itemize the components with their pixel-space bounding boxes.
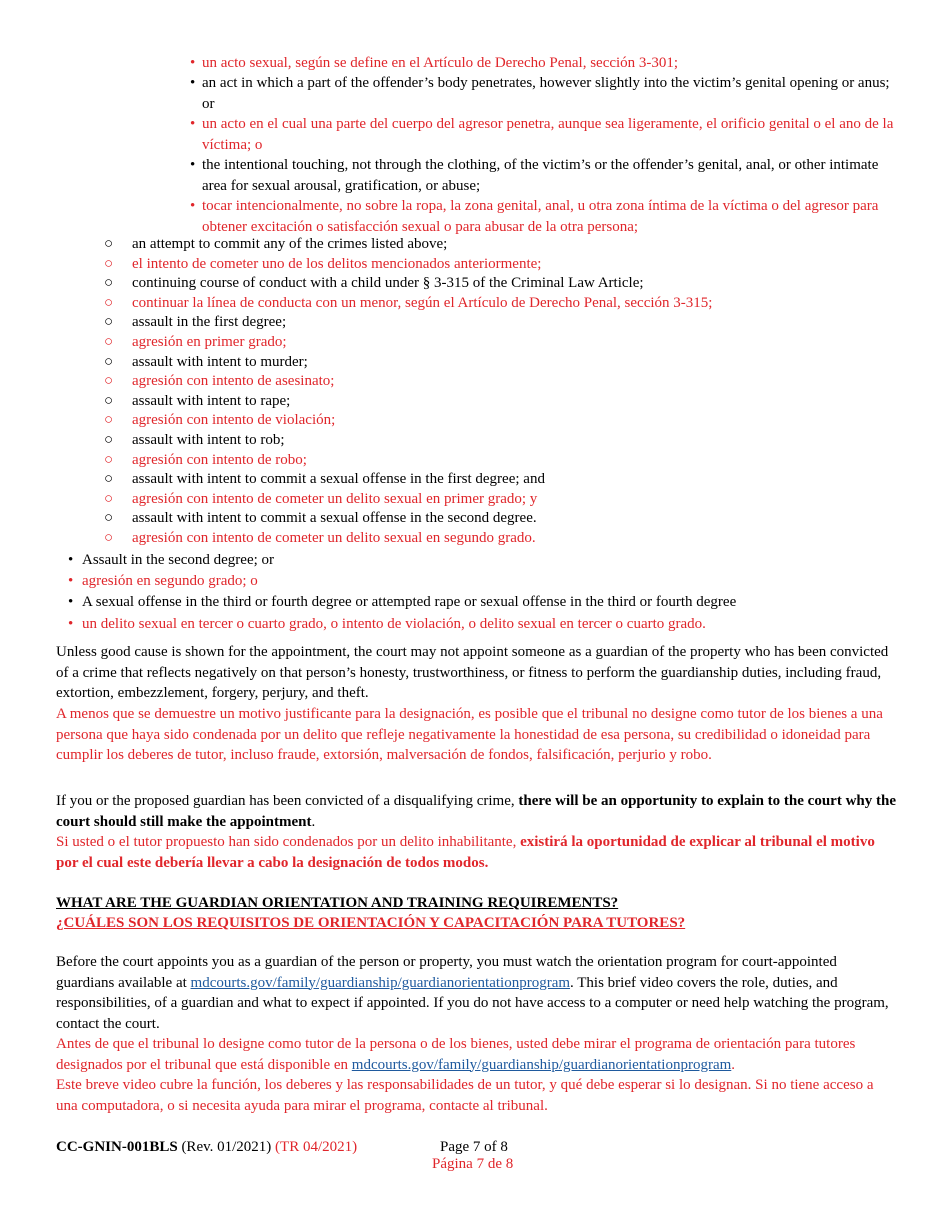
section-heading-en: WHAT ARE THE GUARDIAN ORIENTATION AND TRAINING REQUIREMENTS?	[56, 895, 619, 911]
list-item: agresión con intento de cometer un delito sexual en segundo grado.	[132, 530, 536, 546]
list-item: •	[190, 116, 196, 132]
list-item: •	[190, 75, 196, 91]
paragraph-orientation-en: Before the court appoints you as a guardian of the person or property, you must watch the orientation program for court-appointed guardians available at mdcourts.gov/family/guardianship/guardianorientationprogram. This brief video covers the role, duties, and responsibilities, of a guardian and what to expect if appointed. If you do not have access to a computer or need help watching the program, contact the court.	[56, 954, 889, 1032]
list-item: assault with intent to commit a sexual offense in the first degree; and	[132, 471, 545, 488]
list-item: •	[190, 157, 196, 173]
list-item-bullet: •	[68, 616, 74, 632]
list-item-bullet: ○	[104, 314, 114, 331]
list-item-bullet: •	[68, 552, 74, 568]
paragraph-good-cause-es: A menos que se demuestre un motivo justificante para la designación, es posible que el tribunal no designe como tutor de los bienes a una persona que haya sido condenada por un delito que refleje negativamente la honestidad de esa persona, su credibilidad o idoneidad para cumplir los deberes de tutor, incluso fraude, extorsión, malversación de fondos, falsificación, perjurio y robo.	[56, 706, 883, 763]
list-item: assault with intent to rob;	[132, 432, 285, 448]
list-item-bullet: ○	[104, 490, 114, 507]
list-item-bullet: ○	[104, 275, 114, 292]
list-item-text: tocar intencionalmente, no sobre la ropa, la zona genital, anal, u otra zona íntima de la víctima o del agresor para obtener excitación o satisfacción sexual o para abusar de la otra persona;	[202, 198, 879, 235]
list-item-text: un acto sexual, según se define en el Artículo de Derecho Penal, sección 3-301;	[202, 55, 679, 71]
list-item: Assault in the second degree; or	[82, 552, 275, 568]
list-item: assault in the first degree;	[132, 314, 287, 331]
list-item: •	[190, 55, 196, 71]
orientation-link[interactable]: mdcourts.gov/family/guardianship/guardianorientationprogram	[190, 974, 571, 991]
list-item-bullet: ○	[104, 412, 114, 429]
list-item-text: un acto en el cual una parte del cuerpo del agresor penetra, aunque sea ligeramente, el orificio genital o el ano de la víctima; o	[202, 116, 894, 153]
list-item: A sexual offense in the third or fourth degree or attempted rape or sexual offense in the third or fourth degree	[82, 594, 737, 610]
list-item-bullet: ○	[104, 451, 114, 468]
paragraph-disqualify-es: Si usted o el tutor propuesto han sido condenados por un delito inhabilitante, existirá la oportunidad de explicar al tribunal el motivo por el cual este debería llevar a cabo la designación de todos modos.	[56, 834, 875, 871]
list-item-bullet: •	[68, 573, 74, 589]
list-item-bullet: ○	[104, 255, 114, 272]
list-item-bullet: ○	[104, 432, 114, 448]
list-item-bullet: ○	[104, 392, 114, 409]
list-item: agresión con intento de asesinato;	[132, 373, 335, 390]
paragraph-good-cause-en: Unless good cause is shown for the appointment, the court may not appoint someone as a guardian of the property who has been convicted of a crime that reflects negatively on that person’s honesty, trustworthiness, or fitness to perform the guardianship duties, including fraud, extortion, embezzlement, forgery, perjury, and theft.	[56, 644, 889, 701]
list-item: assault with intent to commit a sexual offense in the second degree.	[132, 510, 537, 527]
list-item: assault with intent to murder;	[132, 353, 308, 370]
list-item-bullet: ○	[104, 294, 114, 311]
list-item-bullet: •	[68, 594, 74, 610]
paragraph-orientation-es: Antes de que el tribunal lo designe como tutor de la persona o de los bienes, usted debe mirar el programa de orientación para tutores designados por el tribunal que está disponible en mdcourts.gov/family/guardianship/guardianorientationprogram. Este breve video cubre la función, los deberes y las responsabilidades de un tutor, y qué debe esperar si lo designan. Si no tiene acceso a una computadora, o si necesita ayuda para mirar el programa, contacte al tribunal.	[56, 1036, 874, 1114]
list-item: el intento de cometer uno de los delitos mencionados anteriormente;	[132, 255, 542, 272]
footer-form-id: CC-GNIN-001BLS (Rev. 01/2021) (TR 04/2021)	[56, 1139, 358, 1155]
list-item-bullet: ○	[104, 334, 114, 350]
list-item: agresión con intento de violación;	[132, 412, 336, 429]
list-item: agresión en primer grado;	[132, 334, 287, 350]
list-item: agresión en segundo grado; o	[82, 573, 258, 589]
list-item: un delito sexual en tercer o cuarto grado, o intento de violación, o delito sexual en tercer o cuarto grado.	[82, 616, 706, 632]
list-item: continuar la línea de conducta con un menor, según el Artículo de Derecho Penal, sección 3-315;	[132, 294, 713, 311]
footer-page-es: Página 7 de 8	[432, 1156, 514, 1172]
orientation-link-es[interactable]: mdcourts.gov/family/guardianship/guardianorientationprogram	[351, 1056, 732, 1073]
list-item-text: the intentional touching, not through the clothing, of the victim’s or the offender’s genital, anal, or other intimate area for sexual arousal, gratification, or abuse;	[202, 157, 879, 194]
list-item: •	[190, 198, 196, 214]
paragraph-disqualify-en: If you or the proposed guardian has been convicted of a disqualifying crime, there will be an opportunity to explain to the court why the court should still make the appointment.	[56, 793, 896, 830]
list-item-bullet: ○	[104, 373, 114, 390]
list-item-bullet: ○	[104, 236, 114, 252]
footer-page-en: Page 7 of 8	[440, 1139, 508, 1155]
list-item: an attempt to commit any of the crimes listed above;	[132, 236, 448, 252]
list-item: agresión con intento de robo;	[132, 451, 307, 468]
list-item: agresión con intento de cometer un delito sexual en primer grado; y	[132, 490, 538, 507]
list-item-text: an act in which a part of the offender’s body penetrates, however slightly into the victim’s genital opening or anus; or	[202, 75, 890, 112]
list-item-bullet: ○	[104, 530, 114, 546]
list-item: continuing course of conduct with a child under § 3-315 of the Criminal Law Article;	[132, 275, 644, 292]
list-item-bullet: ○	[104, 353, 114, 370]
list-item-bullet: ○	[104, 471, 114, 488]
section-heading-es: ¿CUÁLES SON LOS REQUISITOS DE ORIENTACIÓN Y CAPACITACIÓN PARA TUTORES?	[56, 915, 686, 931]
list-item: assault with intent to rape;	[132, 392, 291, 409]
list-item-bullet: ○	[104, 510, 114, 527]
